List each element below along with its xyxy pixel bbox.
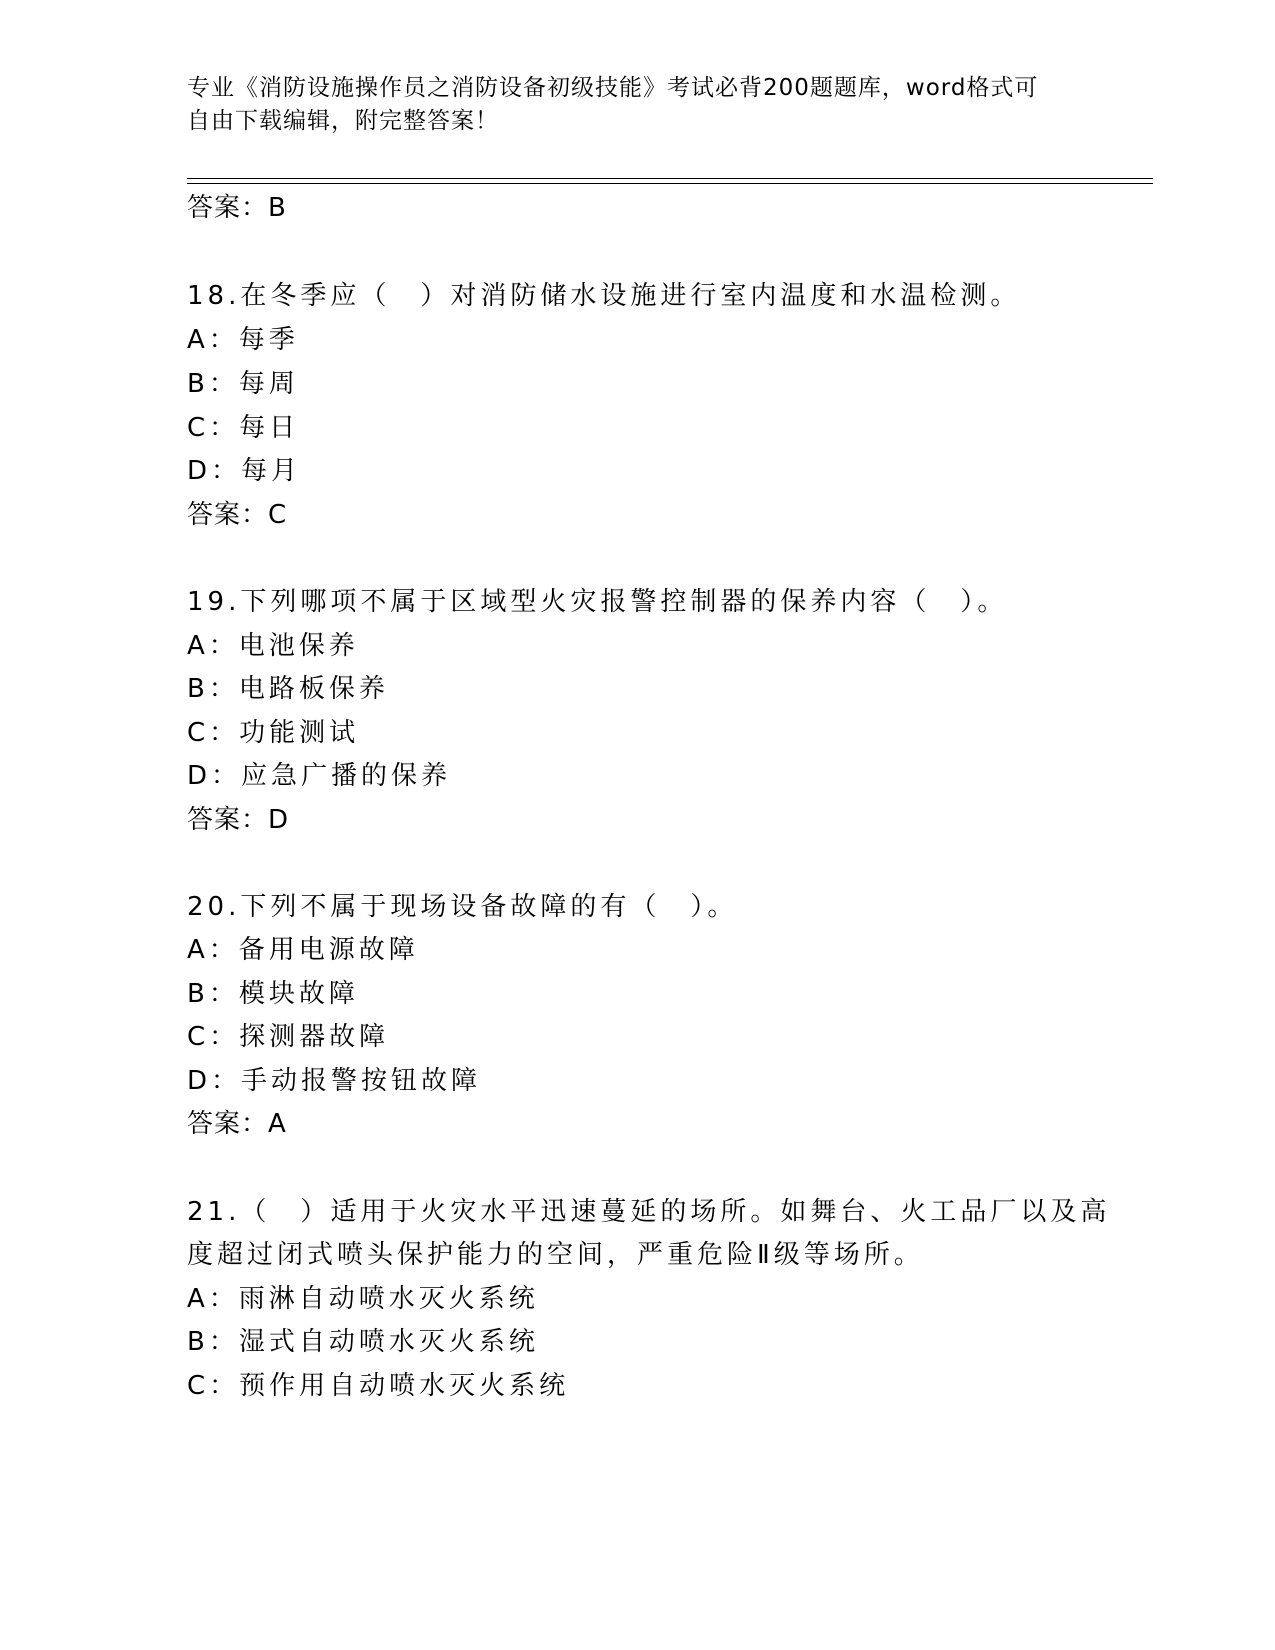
question-19-stem: 19.下列哪项不属于区域型火灾报警控制器的保养内容（ ）。	[187, 587, 1008, 617]
question-18-stem: 18.在冬季应（ ）对消防储水设施进行室内温度和水温检测。	[187, 281, 1021, 311]
question-19-option-d: D：应急广播的保养	[187, 761, 452, 791]
answer-q17: 答案：B	[187, 193, 287, 223]
question-19-option-c: C：功能测试	[187, 718, 360, 748]
answer-q18: 答案：C	[187, 500, 288, 530]
question-18-option-b: B：每周	[187, 369, 299, 399]
question-20-option-d: D：手动报警按钮故障	[187, 1066, 482, 1096]
question-20-option-c: C：探测器故障	[187, 1022, 390, 1052]
question-20-stem: 20.下列不属于现场设备故障的有（ ）。	[187, 892, 738, 922]
question-19-option-a: A：电池保养	[187, 631, 359, 661]
header-divider-top	[187, 178, 1153, 179]
header-title-line-1: 专业《消防设施操作员之消防设备初级技能》考试必背200题题库，word格式可	[187, 75, 1039, 101]
header-title-line-2: 自由下载编辑，附完整答案！	[187, 108, 499, 134]
header-divider-bottom	[187, 183, 1153, 184]
question-20-option-a: A：备用电源故障	[187, 935, 419, 965]
question-21-stem-line-1: 21.（ ）适用于火灾水平迅速蔓延的场所。如舞台、火工品厂以及高	[187, 1197, 1111, 1227]
question-21-option-c: C：预作用自动喷水灭火系统	[187, 1371, 570, 1401]
question-18-option-c: C：每日	[187, 413, 300, 443]
question-21-option-b: B：湿式自动喷水灭火系统	[187, 1327, 539, 1357]
question-18-option-d: D：每月	[187, 456, 302, 486]
question-20-option-b: B：模块故障	[187, 979, 359, 1009]
question-18-option-a: A：每季	[187, 325, 299, 355]
document-header	[187, 72, 1067, 138]
question-19-option-b: B：电路板保养	[187, 674, 389, 704]
question-21-stem-line-2: 度超过闭式喷头保护能力的空间，严重危险Ⅱ级等场所。	[187, 1240, 924, 1270]
answer-q19: 答案：D	[187, 805, 290, 835]
answer-q20: 答案：A	[187, 1109, 287, 1139]
question-21-option-a: A：雨淋自动喷水灭火系统	[187, 1284, 539, 1314]
